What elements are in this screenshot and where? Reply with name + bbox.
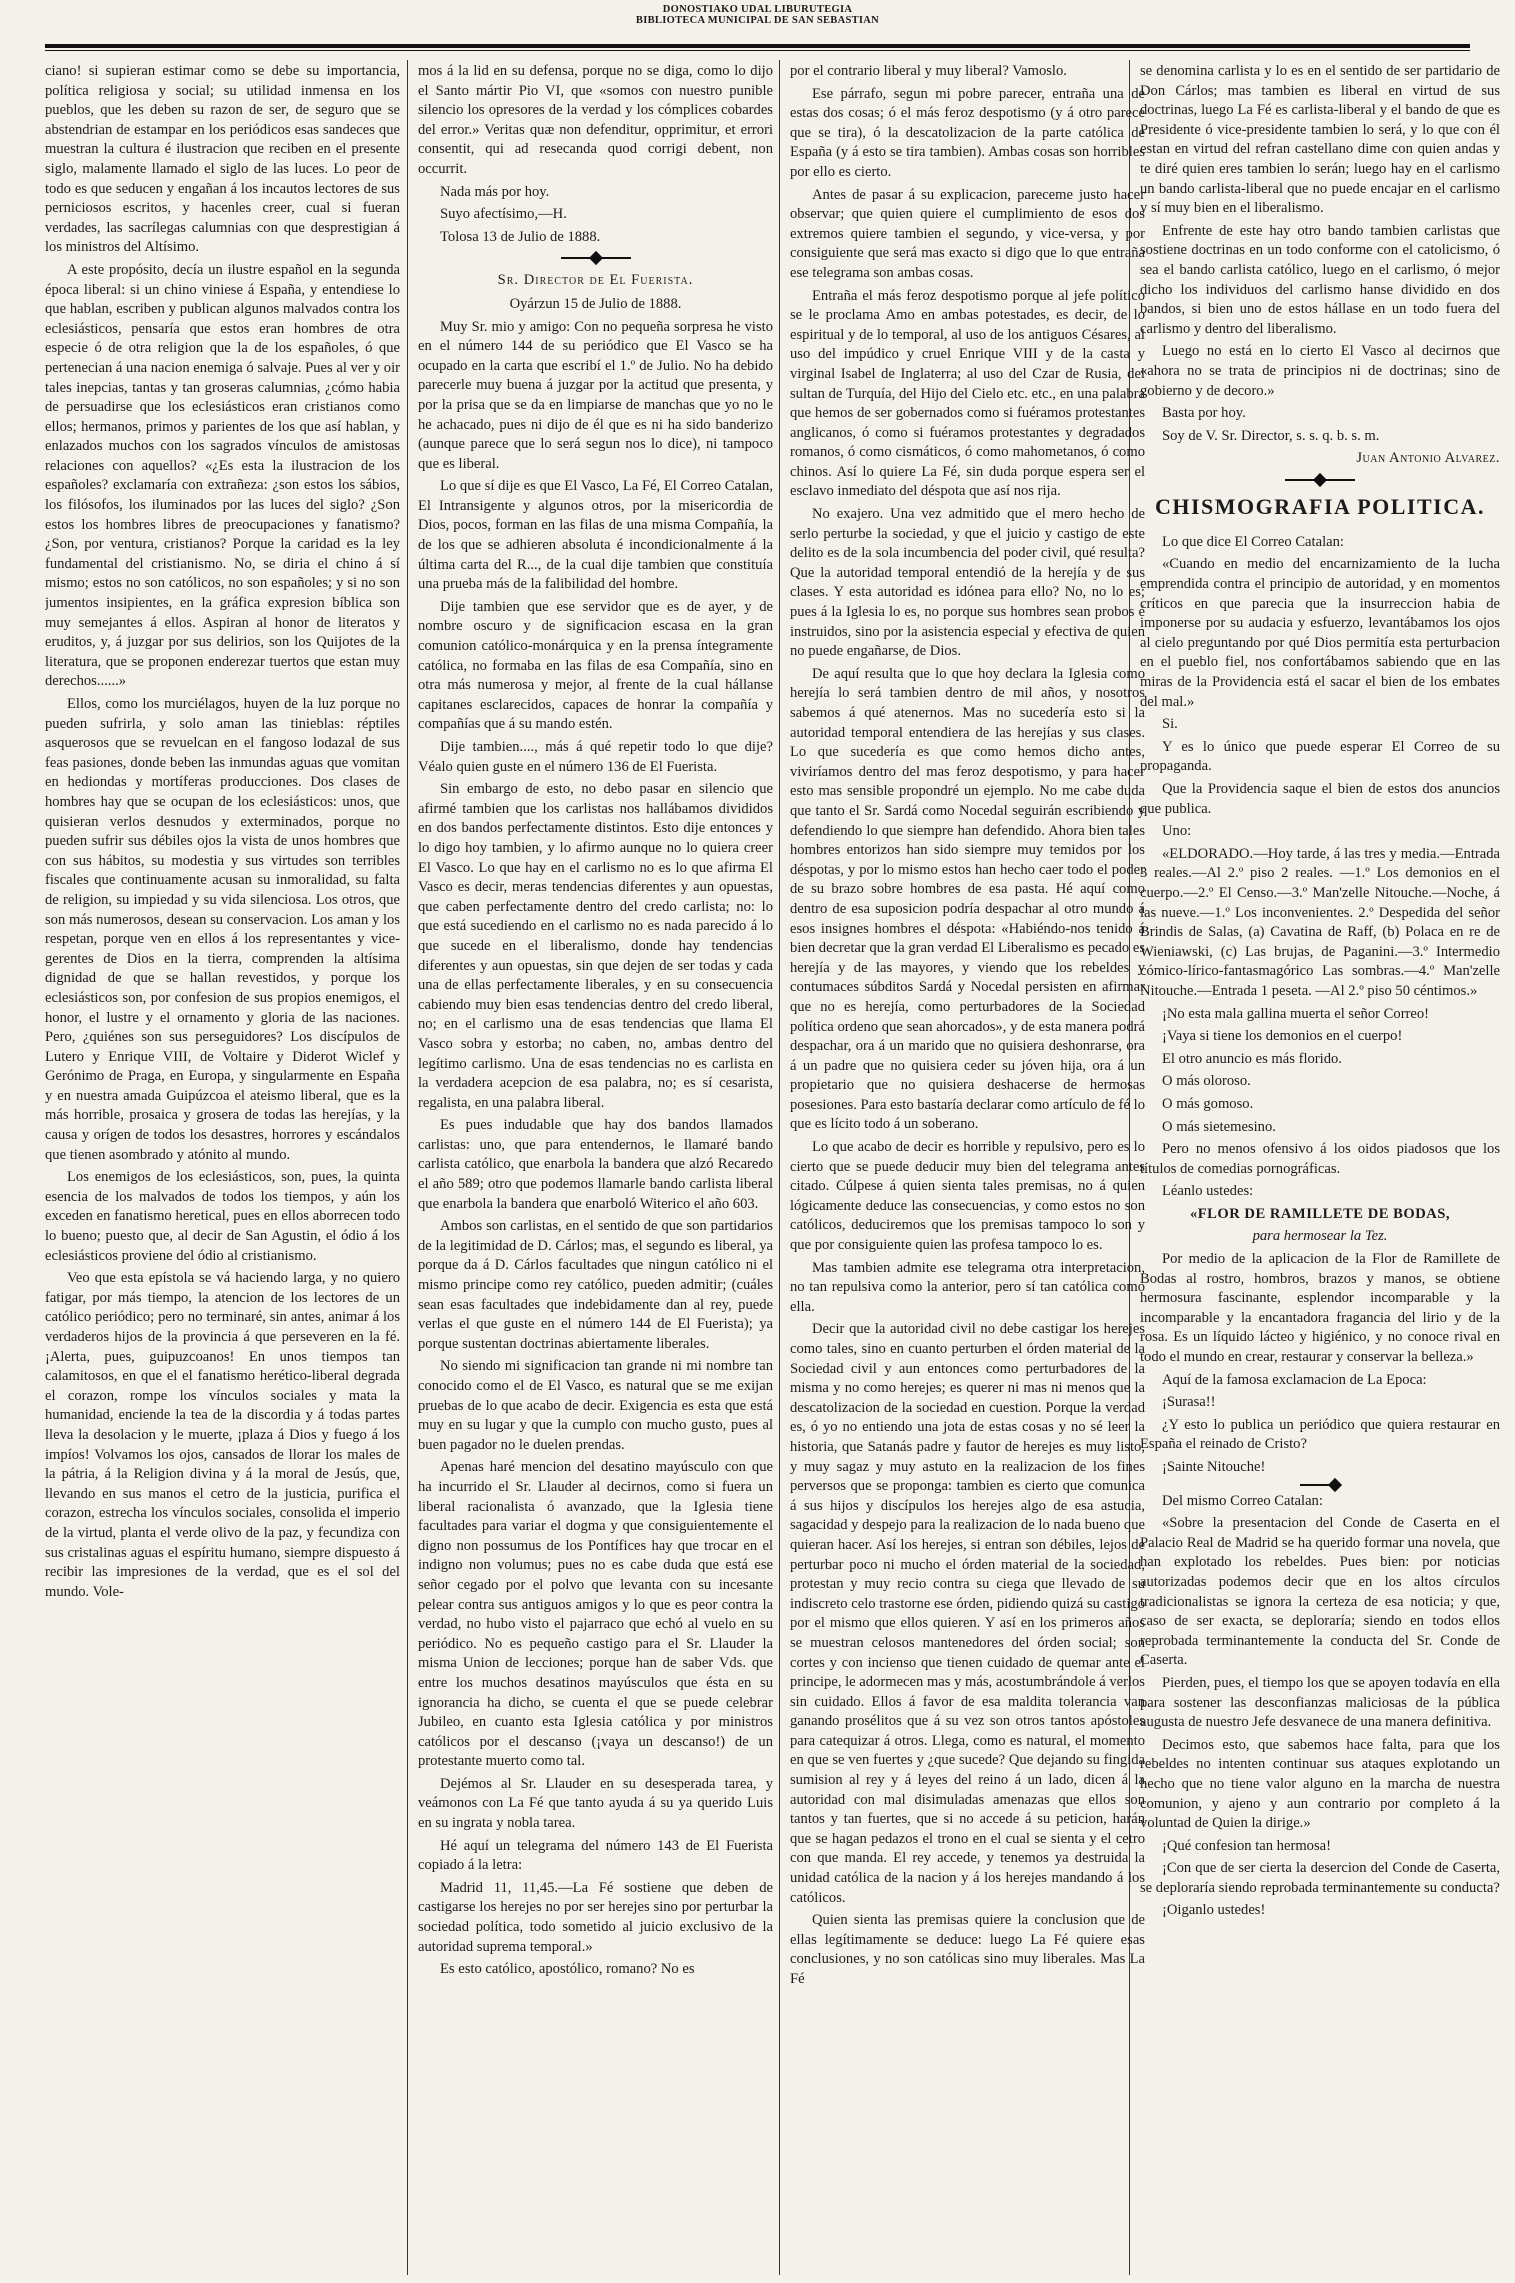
paragraph: ¡Surasa!! — [1162, 1394, 1216, 1411]
paragraph: El otro anuncio es más florido. — [1162, 1050, 1342, 1067]
paragraph: Suyo afectísimo,—H. — [440, 206, 567, 223]
section-divider — [1300, 1484, 1340, 1486]
paragraph: ¡No esta mala gallina muerta el señor Correo! — [1162, 1005, 1430, 1022]
paragraph: Y es lo único que puede esperar El Correo de su propaganda. — [1140, 738, 1500, 775]
paragraph: No siendo mi significacion tan grande ni mi nombre tan conocido como el de El Vasco, es natural que se me exijan pruebas de lo que acabo de decir. Exigencia es esta que está muy en su lugar y que la cumplo con mucho gusto, pues al buen pagador no le duelen prendas. — [418, 1358, 773, 1453]
paragraph: ¡Vaya si tiene los demonios en el cuerpo! — [1162, 1028, 1403, 1045]
paragraph: Lo que sí dije es que El Vasco, La Fé, El Correo Catalan, El Intransigente y algunos otros, por la misericordia de Dios, pocos, forman en las filas de una misma Compañía, la de los que se adhieren absoluta é incondicionalmente á la última carta del R..., de la cual dije tambien que constituía una prueba más de la falibilidad del hombre. — [418, 478, 773, 593]
paragraph: ¡Sainte Nitouche! — [1162, 1459, 1266, 1475]
paragraph: No exajero. Una vez admitido que el mero hecho de serlo perturbe la sociedad, y que el juicio y castigo de este delito es de la sola incumbencia del poder civil, qué resulta? Que la autoridad temporal entendió de la herejía y de sus clases. Y esta autoridad es idónea para ello? No, no lo es; pues á la Iglesia lo es, no porque sus hombres sean probos é instruidos, sino por la asistencia especial y efectiva de quien no puede engañarse, de Dios. — [790, 506, 1145, 660]
column-divider — [407, 60, 408, 2275]
paragraph: Entraña el más feroz despotismo porque al jefe político se le proclama Amo en ambas potestades, es decir, de lo espiritual y de lo temporal, al uso de los antiguos Césares, al uso del impúdico y cruel Enrique VIII y de la casta y virginal Isabel de Inglaterra; al uso del Czar de Rusia, del sultan de Turquía, del Hijo del Cielo etc. etc., en una palabra que hemos de ser gobernados como si fuéramos protestantes anglicanos, ó como si fuéramos protestantes y degradados romanos, ó como cismáticos, ó como mahometanos, ó como chinos. Así lo quiere La Fé, sin duda porque espera ser el esclavo inmediato del déspota que así nos rija. — [790, 287, 1145, 500]
paragraph: Es pues indudable que hay dos bandos llamados carlistas: uno, que para entendernos, le llamaré bando carlista católico, que enarbola la bandera que alzó Recaredo el año 589; otro que podemos llamarle bando carlista liberal que enarbola la bandera que enarboló Witerico el año 603. — [418, 1117, 773, 1212]
paragraph: Sin embargo de esto, no debo pasar en silencio que afirmé tambien que los carlistas nos hallábamos divididos en dos bandos perfectamente distintos. Esto dije entonces y lo digo hoy tambien, y lo afirmo aunque no lo quiera creer El Vasco. Lo que hay en el carlismo no es lo que afirma El Vasco es decir, meras tendencias diferentes y aun opuestas, que caben perfectamente dentro del credo carlista; no: lo que está sucediendo en el carlismo no es nada parecido á lo que sucede en el liberalismo, donde hay tendencias diferentes y aun opuestas, sin que dejen de ser todas y cada una de ellas perfectamente liberales, y en su consecuencia cabiendo muy bien esas tendencias dentro del credo liberal, no; en el carlismo una de esas tendencias que llama El Vasco sobra y estorba; no caben, no, ambas dentro del legítimo carlismo. Una de esas tendencias no es carlista en la verdadera acepcion de esa palabra, no; es sí cesarista, regalista, en una palabra liberal. — [418, 781, 773, 1111]
paragraph: Muy Sr. mio y amigo: Con no pequeña sorpresa he visto en el número 144 de su periódico que El Vasco se ha ocupado en la carta que escribí el 1.º de Julio. No ha debido parecerle muy buena á juzgar por la actitud que presenta, y por la prisa que se da en limpiarse de manchas que yo no le he achacado, pues ni dijo de él que es ni ha sido banderizo (aunque parece que lo será segun nos lo dice), ni tampoco que es liberal. — [418, 318, 773, 472]
paragraph: O más gomoso. — [1162, 1095, 1254, 1112]
paragraph: Ambos son carlistas, en el sentido de que son partidarios de la legitimidad de D. Cárlos; mas, el segundo es liberal, ya porque da á D. Cárlos facultades que ningun católico ni el mismo principe como rey católico, pueden admitir; (cuáles sean esas facultades que indebidamente dan al rey, puede verlas el que guste en el número 144 de El Fuerista); ya porque sustentan doctrinas abiertamente liberales. — [418, 1218, 773, 1352]
top-rule — [45, 44, 1470, 48]
paragraph: Lo que dice El Correo Catalan: — [1162, 533, 1344, 550]
paragraph: Enfrente de este hay otro bando tambien carlistas que sostiene doctrinas en un todo conforme con el catolicismo, ó sea el bando carlista católico, luego en el carlismo, ó mejor dicho los individuos del carlismo hanse dividido en dos bandos, si bien uno de estos hállase en un todo fuera del carlismo y dentro del liberalismo. — [1140, 222, 1500, 337]
paragraph: De aquí resulta que lo que hoy declara la Iglesia como herejía lo será tambien dentro de mil años, y nosotros sabemos á qué atenernos. Mas no sucedería esto si la autoridad temporal entendiera de las herejías y sus clases. Lo que sucedería es que como hemos dicho antes, viviríamos dentro del mas feroz despotismo, y para hacer esto mas sensible propondré un ejemplo. No me cabe duda que tanto el Sr. Sardá como Nocedal seguirán escribiendo y defendiendo lo que siempre han defendido. Ahora bien tales hombres entorizos han sido siempre muy temidos por los déspotas, y por lo mismo estos han hecho caer todo el poder de su brazo sobre hombres de esa pasta. Hé aquí como dentro de esa suposicion podría despachar al otro mundo á esos insignes hombres el déspota: «Habiéndo-nos tenido á bien decretar que la gran verdad El Liberalismo es pecado es herejía y de las mayores, y viendo que los rebeldes y contumaces súbditos Sardá y Nocedal persisten en afirmar que no es herejía, como perturbadores de la Sociedad política ordeno que sean ahorcados», y de esta manera podrá despachar, ora á un marido que no quisiera deshonrarse, ora á un padre que no quisiera ceder su jóven hija, ora á un propietario que no quisiera deshacerse de hermosas posesiones. Para esto bastaría declarar como artículo de fé lo que es lícito todo á un soberano. — [790, 665, 1145, 1133]
paragraph: Basta por hoy. — [1162, 405, 1246, 422]
library-masthead — [0, 4, 1515, 26]
section-headline: CHISMOGRAFIA POLITICA. — [1154, 493, 1486, 519]
paragraph: Pero no menos ofensivo á los oidos piadosos que los títulos de comedias pornográficas. — [1140, 1141, 1500, 1177]
paragraph: Dije tambien que ese servidor que es de ayer, y de nombre oscuro y de significacion escasa en la gran comunion católico-monárquica y en la prensa íntegramente católica, no formaba en las filas de esa Compañía, sino en otra más numerosa y mejor, al frente de la cual hállanse capitanes esclarecidos, capaces de honrar la compañía y compañías que á su mando estén. — [418, 598, 773, 733]
masthead-line-2: BIBLIOTECA MUNICIPAL DE SAN SEBASTIAN — [635, 15, 880, 26]
paragraph: Quien sienta las premisas quiere la conclusion que de ellas legítimamente se deduce: luego La Fé quiere esas conclusiones, y no son católicas sino muy liberales. Mas La Fé — [790, 1912, 1145, 1987]
paragraph: Soy de V. Sr. Director, s. s. q. b. s. m. — [1162, 427, 1380, 444]
paragraph: ¿Y esto lo publica un periódico que quiera restaurar en España el reinado de Cristo? — [1140, 1416, 1500, 1453]
paragraph: mos á la lid en su defensa, porque no se diga, como lo dijo el Santo mártir Pio VI, que «somos con nuestro punible silencio los opresores de la verdad y los cómplices cobardes del error.» Veritas quæ non defenditur, opprimitur, et errori consentit, qui ad resecanda quod corrigi debent, non occurrit. — [418, 63, 773, 177]
section-divider — [561, 257, 631, 259]
paragraph: Si. — [1162, 716, 1178, 733]
paragraph: Aquí de la famosa exclamacion de La Epoca: — [1162, 1371, 1427, 1388]
paragraph: «ELDORADO.—Hoy tarde, á las tres y media.—Entrada 3 reales.—Al 2.º piso 2 reales. —1.º Los demonios en el cuerpo.—2.º El Censo.—3.º Man'zelle Nitouche.—Noche, á las nueve.—1.º Los inconvenientes. 2.º Despedida del señor Brindis de Salas, (a) Cavatina de Raff, (b) Polaca en re de Wieniawski, (c) Las brujas, de Paganini.—3.º Intermedio cómico-lírico-fantasmagórico Las sombras.—4.º Man'zelle Nitouche.—Entrada 1 peseta. —Al 2.º piso 50 céntimos.» — [1140, 845, 1500, 999]
paragraph: Por medio de la aplicacion de la Flor de Ramillete de Bodas al rostro, hombros, brazos y manos, se obtiene hermosura fascinante, esplendor incomparable y la incomparable y la encantadora fragancia del lirio y de la rosa. Es un líquido lácteo y higiénico, y no conoce rival en todo el mundo en crear, restaurar y conservar la belleza.» — [1140, 1251, 1500, 1366]
paragraph: Dije tambien...., más á qué repetir todo lo que dije? Véalo quien guste en el número 136 de El Fuerista. — [418, 739, 773, 775]
letter-dateline: Oyárzun 15 de Julio de 1888. — [509, 295, 682, 312]
column-divider — [779, 60, 780, 2275]
top-rule-thin — [45, 50, 1470, 51]
paragraph: Madrid 11, 11,45.—La Fé sostiene que deben de castigarse los herejes no por ser herejes sino por perturbar la sociedad política, todo sometido al juicio exclusivo de la autoridad suprema temporal.» — [418, 1879, 773, 1955]
paragraph: Hé aquí un telegrama del número 143 de El Fuerista copiado á la letra: — [418, 1837, 773, 1874]
paragraph: «Sobre la presentacion del Conde de Caserta en el Palacio Real de Madrid se ha querido formar una novela, que han explotado los rebeldes. Pues bien: por noticias autorizadas podemos decir que en los altos círculos tradicionalistas se ignora la certeza de esa noticia; y que, caso de ser exacta, se deploraría; siendo en todos ellos reprobada terminantemente la conducta del Sr. Conde de Caserta. — [1140, 1515, 1500, 1669]
paragraph: Tolosa 13 de Julio de 1888. — [440, 228, 601, 245]
column-1 — [45, 62, 400, 2272]
paragraph: ¡Qué confesion tan hermosa! — [1162, 1837, 1331, 1854]
paragraph: Decimos esto, que sabemos hace falta, para que los rebeldes no intenten continuar sus ataques explotando un hecho que no tiene valor alguno en la marcha de nuestra comunion, y ajeno y aun contrario por completo á la voluntad de Quien la dirige.» — [1140, 1736, 1500, 1832]
letter-salutation: Sr. Director de El Fuerista. — [497, 272, 694, 289]
paragraph: Ellos, como los murciélagos, huyen de la luz porque no pueden sufrirla, y solo aman las tinieblas: réptiles asquerosos que se revuelcan en el fangoso lodazal de sus feas pasiones, donde beben las inmundas aguas que vomitan en hediondas y mortíferas producciones. Dos clases de hombres hay que se ocupan de los eclesiásticos: unos, que quisieran verlos desnudos y exterminados, porque no pueden sufrir sus débiles ojos la vista de unos hombres que con sus hábitos, su modestia y sus virtudes son terribles fiscales que continuamente acusan su inmoralidad, su falta de religion, su impiedad y su vida silenciosa. Los otros, que son más numerosos, desean su conservacion. Los aman y los respetan, porque ven en ellos á los representantes y vice-gerentes de Dios en la tierra, comprenden la altísima dignidad de que se hallan revestidos, y porque los eclesiásticos son, por confesion de sus propios enemigos, el honor, el lustre y el ornamento y gloria de las naciones. Pero, ¿quiénes son sus perseguidores? Los discípulos de Lutero y Enrique VIII, de Voltaire y Diderot Wiclef y Gerónimo de Praga, en Europa, y singularmente en España y en nuestra amada Guipúzcoa el ateismo liberal, que es la más horrible, prosaica y grosera de todas las herejías, y la causa y orígen de todos los desastres, horrores y escándalos que tienen asombrado y atónito al mundo. — [45, 696, 400, 1163]
paragraph: Dejémos al Sr. Llauder en su desesperada tarea, y veámonos con La Fé que tanto ayuda á su ya querido Luis en su ingrata y nobla tarea. — [418, 1775, 773, 1832]
column-3 — [790, 62, 1145, 2272]
paragraph: «Cuando en medio del encarnizamiento de la lucha emprendida contra el principio de autoridad, y en momentos críticos en que parecia que la insurreccion habia de imponerse por su audacia y esfuerzo, levantábamos los ojos al cielo preguntando por qué Dios permitía esta perturbacion en el pueblo fiel, nos confortábamos sabiendo que en las miras de la Providencia está el sacar el bien de los embates del mal.» — [1140, 556, 1500, 710]
paragraph: Mas tambien admite ese telegrama otra interpretacion, no tan repulsiva como la anterior, pero sí tan católica como ella. — [790, 1259, 1145, 1315]
paragraph: O más sietemesino. — [1162, 1118, 1276, 1135]
paragraph: Antes de pasar á su explicacion, pareceme justo hacer observar; que quien quiere el cumplimiento de esos dos extremos quiere tambien el segundo, y vice-versa, y por consiguiente que será mas exacto si digo que lo que entraña ese telegrama son ambas cosas. — [790, 186, 1145, 281]
paragraph: Veo que esta epístola se vá haciendo larga, y no quiero fatigar, por más tiempo, la atencion de los lectores de un católico periódico; pero no terminaré, sin antes, animar á los verdaderos hijos de la provincia á que perseveren en la fé. ¡Alerta, pues, guipuzcoanos! En unos tiempos tan calamitosos, en que el el fanatismo herético-liberal degrada el corazon, rompe los vínculos sociales y mata la humanidad, enciende la tea de la discordia y á todas partes lleva la desolacion y le muerte, ¡plaza á Dios y fuego á los impíos! Volvamos los ojos, cansados de llorar los males de la pátria, á la Religion divina y á la moral de Jesús, que, llevando en sus manos el cetro de la justicia, purifica el corazon, estrecha los vínculos sociales, consolida el imperio de la virtud, planta el verde olivo de la paz, y fecundiza con sus cristalinas aguas el espíritu humano, siempre dispuesto á recibir las impresiones de la verdad, que es el sol del mundo. Vole- — [45, 1270, 400, 1600]
paragraph: Que la Providencia saque el bien de estos dos anuncios que publica. — [1140, 781, 1500, 817]
paragraph: Es esto católico, apostólico, romano? No es — [440, 1961, 695, 1978]
paragraph: Pierden, pues, el tiempo los que se apoyen todavía en ella para sostener las desconfianzas maliciosas de la pública augusta de nuestro Jefe desvanece de una manera definitiva. — [1140, 1674, 1500, 1731]
section-divider — [1285, 479, 1355, 481]
column-2 — [418, 62, 773, 2272]
paragraph: ¡Oiganlo ustedes! — [1162, 1902, 1266, 1919]
paragraph: Luego no está en lo cierto El Vasco al decirnos que «ahora no se trata de principios ni de doctrinas; sino de gobierno y de decoro.» — [1140, 343, 1500, 399]
paragraph: por el contrario liberal y muy liberal? Vamoslo. — [790, 63, 1067, 79]
advertisement-subtitle: para hermosear la Tez. — [1252, 1228, 1388, 1245]
paragraph: ciano! si supieran estimar como se debe su importancia, política religiosa y social; su utilidad inmensa en los pueblos, que les deben su razon de ser, de seguro que se abstendrian de estampar en los periódicos esas sandeces que muestran la cultura é ilustracion que reciben en el presente siglo, malamente llamado el siglo de las luces. Lo peor de todo es que seducen y engañan á los incautos lectores de sus perniciosos escritos, y hacenles creer, cual si fueran verdades, las sacrílegas calumnias con que desprestigian á los ministros del Altísimo. — [45, 63, 400, 256]
masthead-line-1: DONOSTIAKO UDAL LIBURUTEGIA — [662, 4, 853, 15]
advertisement-title: «FLOR DE RAMILLETE DE BODAS, — [1189, 1205, 1451, 1222]
paragraph: Uno: — [1162, 823, 1192, 840]
paragraph: A este propósito, decía un ilustre español en la segunda época liberal: si un chino viniese á España, y entendiese lo que hablan, escriben y publican algunos malvados contra los eclesiásticos, pensaría que estos eran hombres de otra especie ó de otra religion que la de los españoles, ó que pertenecian á una nacion enemiga ó salvaje. Pues al ver y oir tales inepcias, tantas y tan groseras calumnias, ¿cómo habia de persuadirse que los eclesiásticos eran cristianos como ellos; hermanos, primos y parientes de los que así hablan, y enlazados muchos con los sagrados vínculos de amistosas relaciones con aquellos? «¿Es esta la ilustracion de los españoles? exclamaría con extrañeza: ¿son estos los sábios, los filósofos, los iluminados por las luces del siglo? ¿Son estos los hombres libres de preocupaciones y fanatismo? ¿Son, por ventura, cristianos? Porque la caridad es la ley fundamental del cristianismo. No, se diria el chino á sí mismo; estos no son católicos, no son españoles; y si no son jumentos insipientes, en la gráfica expresion bíblica son muy semejantes á ellos. Aspiran al honor de literatos y eruditos, y, á juzgar por sus delirios, son los Quijotes de la literatura, que se proponen enderezar tuertos que estan muy derechos......» — [45, 261, 400, 690]
paragraph: Apenas haré mencion del desatino mayúsculo con que ha incurrido el Sr. Llauder al decirnos, como si fuera un liberal racionalista ó avanzado, que la Iglesia tiene facultades para variar el dogma y que consiguientemente el digno non possumus de los Pontífices hay que trocar en el indigno non volumus; pues no es cabe duda que está ese señor cegado por el polvo que levanta con su incesante pelear contra sus antiguos amigos y lo que es peor contra la verdad, no hubo visto el pajarraco que echó al vuelo en su periódico. No es pequeño castigo para el Sr. Llauder la misma Union de lecciones; porque han de saber Vds. que entre los muchos desatinos mayúsculos que ésta en su ignorancia ha dicho, se cuenta el que se puede celebrar Jubileo, en cuanto esta Iglesia católica y por ministros católicos por el descanso (¡vaya un descanso!) de un protestante muerto como tal. — [418, 1459, 773, 1770]
paragraph: Los enemigos de los eclesiásticos, son, pues, la quinta esencia de los malvados de todos los tiempos, y aún los exceden en fanatismo heretical, pues en ellos aborrecen todo lo bueno; puesto que, al decir de San Agustin, el ódio á los eclesiásticos proviene del ódio al cristianismo. — [45, 1169, 400, 1264]
paragraph: Del mismo Correo Catalan: — [1162, 1492, 1323, 1509]
paragraph: Léanlo ustedes: — [1162, 1183, 1254, 1200]
paragraph: O más oloroso. — [1162, 1073, 1251, 1090]
paragraph: Nada más por hoy. — [440, 183, 550, 200]
paragraph: Lo que acabo de decir es horrible y repulsivo, pero es lo cierto que se puede deducir muy bien del telegrama antes citado. Cúlpese á quien sienta tales premisas, no á quien lógicamente deduce las consecuencias, y como estos no son católicos, deduciremos que los premisas tampoco lo son y que por consiguiente quien las profesa tampoco lo es. — [790, 1139, 1145, 1254]
letter-signature: Juan Antonio Alvarez. — [1356, 450, 1500, 467]
paragraph: Ese párrafo, segun mi pobre parecer, entraña una de estas dos cosas; ó el más feroz despotismo (y á otro parece que se tira), ó la descatolizacion de la parte católica de España (y á esto se tira tambien). Ambas cosas son horribles por ello es cierto. — [790, 85, 1145, 180]
paragraph: se denomina carlista y lo es en el sentido de ser partidario de Don Cárlos; mas tambien es liberal en virtud de sus doctrinas, luego La Fé es carlista-liberal y el bando de que es Presidente ó vice-presidente tambien lo será, y lo que con él estan en virtud del refran castellano dime con quien andas y te diré quien eres tambien lo serán; luego hay en el carlismo un bando carlista-liberal que no puede encajar en el carlismo y sí muy bien en el liberalismo. — [1140, 63, 1500, 217]
paragraph: ¡Con que de ser cierta la desercion del Conde de Caserta, se deploraría siendo reprobada terminantemente su conducta? — [1140, 1860, 1500, 1896]
paragraph: Decir que la autoridad civil no debe castigar los herejes como tales, sino en cuanto perturben el órden material de la Sociedad civil y aun entonces como perturbadores de la misma y no como herejes; es querer ni mas ni menos que la descatolizacion de la sociedad en cuestion. Porque la verdad es, ó yo no entiendo una jota de estas cosas y no sé leer la historia, que Satanás padre y fautor de herejes es muy listo, y muy sagaz y muy astuto en la realizacion de los fines perversos que se proponga: tambien es cierto que comunica á sus hijos y discípulos los herejes algo de esa astucia, sagacidad y despejo para la realizacion de lo nada bueno que quieran hacer. Así los herejes, si entran son débiles, lejos de perturbar poco ni mucho el órden material de la sociedad, protestan y muy recio contra su ciega que llevado de su indiscreto celo trastorne ese órden, pidiendo quizá su castigo por el mismo que ellos quieren. Y así en los primeros años se muestran celosos mantenedores del órden social; son cortes y con incienso que tienen cuidado de quemar ante el principe, le adormecen mas y más, acostumbrándole á verlos sin cuidado. Ellos á favor de esa maldita tolerancia van ganando prosélitos que á su vez son otros tantos apóstoles para catequizar á otros. Llega, como es natural, el momento en que se ven fuertes y ¿que sucede? Que dejando su fingida sumision al rey y á leyes del reino á un lado, dicen á la autoridad con mal disimuladas amenazas que ellos son tantos y tan fuertes, que si no accede á su peticion, harán que se hagan pedazos el trono en el cual se sienta y el cetro con que manda. El rey accede, y tenemos ya destruida la unidad católica de la nacion y á los herejes mandando á los católicos. — [790, 1321, 1145, 1906]
column-4 — [1140, 62, 1500, 2272]
